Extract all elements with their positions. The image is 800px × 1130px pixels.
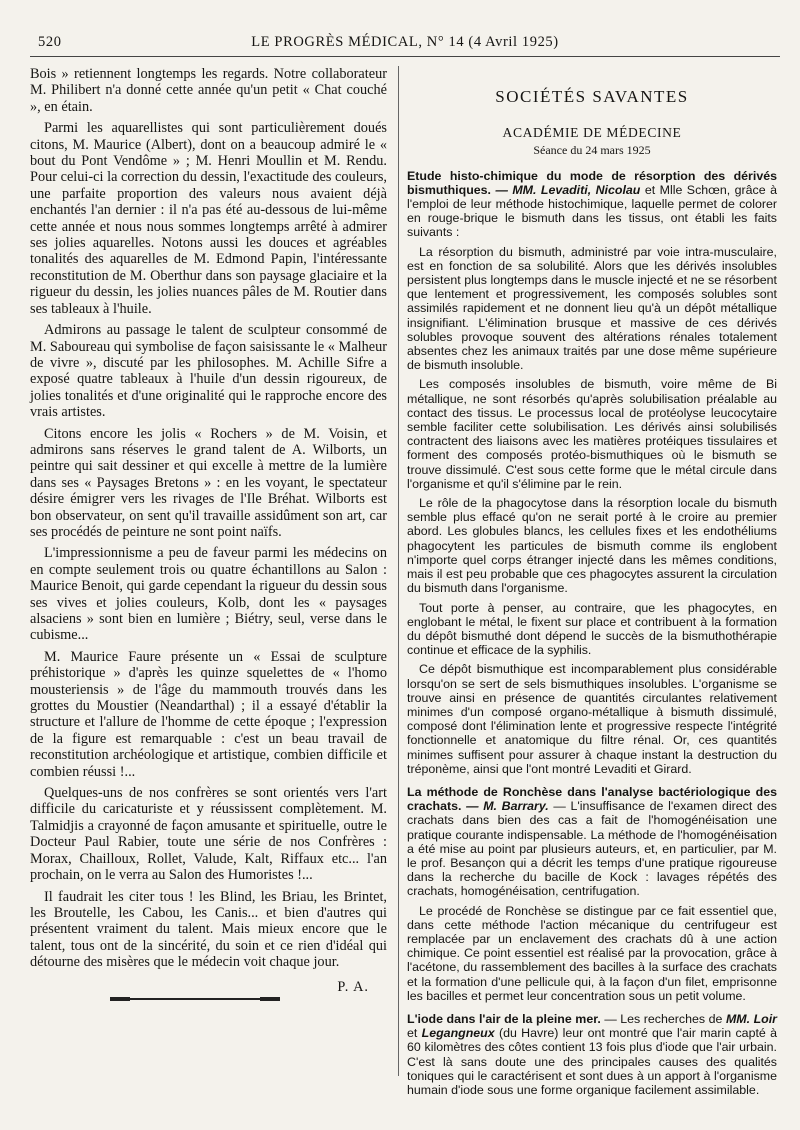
article-title: La méthode de Ronchèse dans l'analyse bactériologique des crachats. <box>407 784 777 814</box>
article-title: Etude histo-chimique du mode de résorption des dérivés bismuthiques. <box>407 168 777 197</box>
sitting-date: Séance du 24 mars 1925 <box>533 143 651 158</box>
paragraph: Tout porte à penser, au contraire, que les phagocytes, en englobant le métal, le fixent sur place et contribuent à la formation du dépôt bismuthé dont dépend le succès de la bismuthothérapie continue et efficace de la syphilis. <box>407 600 777 658</box>
article-text: — Les recherches de <box>600 1011 726 1026</box>
section-title: SOCIÉTÉS SAVANTES <box>495 87 689 106</box>
article-title: L'iode dans l'air de la pleine mer. <box>407 1011 601 1026</box>
paragraph: Ce dépôt bismuthique est incomparablement plus considérable lorsqu'on se sert de sels bismuthiques insolubles. L'organisme se trouve ainsi en présence de quantités circulantes relativement minimes d'un composé organo-métallique à bismuth dissimulé, composé dont l'élimination lente et progressive respecte l'intégrité fonctionnelle et anatomique du filtre rénal. Or, ces quantités minimes suffisent pour assurer à chaque instant la destruction du tréponème, ainsi que l'ont montré Levaditi et Girard. <box>407 662 777 776</box>
paragraph: L'impressionnisme a peu de faveur parmi les médecins on en compte seulement trois ou quatre échantillons au Salon : Maurice Benoit, qui garde cependant la rigueur du dessin sous ses vives et jolies couleurs, Kolb, dont les « paysages alsaciens » sont bien en lumière ; Biétry, seul, verse dans le cubisme... <box>30 545 387 644</box>
article-text: et Mlle Schœn, grâce à l'emploi de leur méthode histochimique, laquelle permet de colorer en rouge-brique le bismuth dans les tissus, ont établi les faits suivants : <box>407 182 777 240</box>
section-end-rule <box>110 998 280 1000</box>
right-column <box>407 66 777 1102</box>
paragraph: Le procédé de Ronchèse se distingue par ce fait essentiel que, dans cette méthode l'action mécanique du centrifugeur est remplacée par un enclavement des crachats dû à une action chimique. Ce point essentiel est réalisé par la provocation, grâce à l'acétone, du rassemblement des bacilles à la surface des crachats et la formation d'une pellicule qui, à la façon d'un filet, emprisonne les bacilles et permet leur concentration sous un petit volume. <box>407 903 777 1003</box>
left-column <box>30 66 387 995</box>
academy-heading: ACADÉMIE DE MÉDECINE <box>502 125 682 141</box>
paragraph: Il faudrait les citer tous ! les Blind, les Briau, les Brintet, les Broutelle, les Cabou, les Canis... et bien d'autres qui présentent vraiment du talent. Mais mieux encore que le talent, tous ont de la sincérité, du soin et ce rien d'idéal qui détourne des misères que le médecin voit chaque jour. <box>30 888 387 971</box>
page-number: 520 <box>38 34 62 50</box>
column-divider <box>398 66 399 1076</box>
paragraph: Quelques-uns de nos confrères se sont orientés vers l'art difficile du caricaturiste et y réussissent complètement. M. Talmidjis a crayonné de façon amusante et spirituelle, outre le Docteur Paul Rabier, toute une série de nos Confrères : Morax, Chailloux, Rollet, Valude, Kalt, Riffaux etc... l'an prochain, on le verra au Salon des Humoristes !... <box>30 785 387 884</box>
paragraph: Les composés insolubles de bismuth, voire même de Bi métallique, ne sont résorbés qu'après solubilisation préalable au contact des tissus. Le processus local de protéolyse leucocytaire semble faciliter cette solubilisation. Les dérivés ainsi solubilisés contractent des liaisons avec les matières protéiques tissulaires et forment des composés protéo-bismuthiques où le bismuth se trouve dissimulé. C'est sous cette forme que le métal circule dans l'organisme et qu'il s'élimine par le rein. <box>407 377 777 491</box>
paragraph: M. Maurice Faure présente un « Essai de sculpture préhistorique » d'après les quinze squelettes de « l'homo mousteriensis » de l'âge du mammouth trouvés dans les grottes du Moustier (Neandarthal) ; il a essayé d'établir la structure et l'allure de l'homme de cette époque ; l'expression de la figure est remarquable : c'est un beau travail de reconstitution archéologique et artistique, combien difficile et combien réussi !... <box>30 648 387 780</box>
article-authors: — M. Barrary. <box>466 799 549 814</box>
article-lead <box>407 1012 777 1097</box>
paragraph: La résorption du bismuth, administré par voie intra-musculaire, est en fonction de sa solubilité. Alors que les dérivés insolubles persistent plus longtemps dans le muscle injecté et ne se résorbent que lentement et progressivement, les composés solubles sont assimilés rapidement et ne donnent lieu qu'à un dépôt métallique insignifiant. L'élimination brusque et massive de ces dérivés solubles provoque souvent des altérations rénales totalement absentes chez les animaux traités par une dose même supérieure de bismuth insoluble. <box>407 244 777 373</box>
article-lead <box>407 785 777 899</box>
article-authors: — MM. Levaditi, Nicolau <box>495 182 641 197</box>
paragraph: Admirons au passage le talent de sculpteur consommé de M. Saboureau qui symbolise de façon saisissante le « Malheur de vivre », discuté par les philosophes. M. Achille Sifre a exposé quatre tableaux à l'huile d'un dessin rigoureux, de jolies tonalités et d'une originalité qui le rapproche encore des vrais artistes. <box>30 322 387 421</box>
paragraph: Le rôle de la phagocytose dans la résorption locale du bismuth semble plus effacé qu'on ne serait porté à le croire au premier abord. Les globules blancs, les cellules fixes et les endothéliums phagocytent les particules de bismuth comme ils englobent n'importe quel corps étranger injecté dans les mêmes conditions, mais il est peu probable que ces phagocytes assurent la circulation du bismuth dans l'organisme. <box>407 496 777 596</box>
signature: P. A. <box>337 978 369 995</box>
article-authors: Legangneux <box>421 1026 495 1041</box>
paragraph: Citons encore les jolis « Rochers » de M. Voisin, et admirons sans réserves le grand talent de A. Wilborts, un peintre qui sait dessiner et qui excelle à mettre de la lumière dans ses « Paysages Bretons » : en les voyant, le spectateur désire émigrer vers les rivages de l'Ile Bréhat. Wilborts est bon observateur, on sent qu'il travaille assidûment son art, car ses procédés de peinture ne sont point naïfs. <box>30 425 387 540</box>
article-lead <box>407 169 777 240</box>
article-text: et <box>407 1026 422 1041</box>
paragraph: Parmi les aquarellistes qui sont particulièrement doués citons, M. Maurice (Albert), dont on a beaucoup admiré le « bout du Pont Vendôme » ; M. Henri Moullin et M. Rendu. Pour celui-ci la correction du dessin, l'exactitude des couleurs, une parfaite proportion des valeurs nous avaient déjà enchantés l'an dernier : il n'a pas été au-dessous de lui-même cette année et nous nous sommes longtemps arrêté à admirer ses jolies aquarelles. Notons aussi les douces et agréables tonalités des aquarelles de M. Edmond Papin, l'intéressante reconstitution de M. Oberthur dans son paysage glaciaire et la rigueur du dessin, les jolies nuances pâles de M. Routier dans ses tableaux à l'huile. <box>30 120 387 317</box>
journal-title: LE PROGRÈS MÉDICAL, N° 14 (4 Avril 1925) <box>251 34 559 50</box>
running-header <box>30 32 780 57</box>
article-text: (du Havre) leur ont montré que l'air marin capté à 60 kilomètres des côtes contient 13 fois plus d'iode que l'air urbain. C'est là sans doute une des principales causes des qualités toniques qui le caractérisent et sont dues à un apport à l'organisme humain d'iode sous une forme organique facilement assimilable. <box>407 1026 777 1097</box>
article-text: — L'insuffisance de l'examen direct des crachats dans bien des cas a fait de l'homogénéisation une pratique courante indispensable. La méthode de l'homogénéisation a été mise au point par plusieurs auteurs, et, en particulier, par M. le prof. Besançon qui a décrit les temps d'une pratique rigoureuse dans la recherche du bacille de Kock : lavages répétés des crachats, homogénéisation, centrifugation. <box>407 799 777 899</box>
paragraph: Bois » retiennent longtemps les regards. Notre collaborateur M. Philibert n'a donné cette année qu'un petit « Chat couché », en étain. <box>30 66 387 115</box>
article-authors: MM. Loir <box>725 1011 777 1026</box>
